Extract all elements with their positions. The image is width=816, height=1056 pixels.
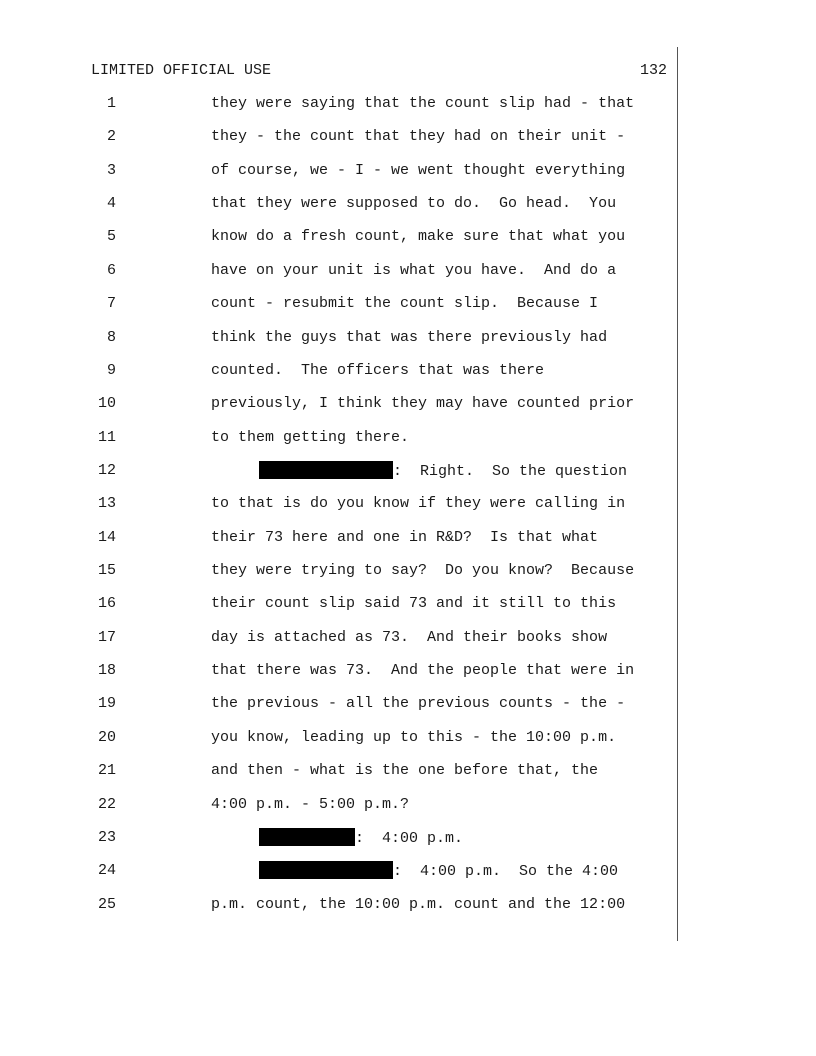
transcript-line — [0, 394, 816, 427]
transcript-line — [0, 628, 816, 661]
line-number: 1 — [106, 95, 116, 112]
line-text: have on your unit is what you have. And do a — [211, 261, 617, 279]
line-number: 17 — [97, 628, 116, 646]
line-number: 18 — [97, 662, 116, 680]
line-number: 15 — [97, 562, 116, 580]
line-number: 19 — [97, 695, 116, 713]
transcript-line — [0, 728, 816, 761]
line-text: to that is do you know if they were calling in — [211, 495, 626, 513]
line-text: day is attached as 73. And their books show — [211, 628, 608, 646]
line-text: of course, we - I - we went thought everything — [211, 161, 626, 179]
redaction-box — [259, 461, 393, 479]
line-text: previously, I think they may have counted prior — [211, 395, 635, 413]
transcript-line — [0, 561, 816, 594]
transcript-lines — [0, 94, 816, 928]
line-number: 7 — [106, 295, 116, 313]
line-number: 3 — [106, 161, 116, 179]
line-text: that they were supposed to do. Go head. You — [211, 195, 617, 213]
line-text: 4:00 p.m. - 5:00 p.m.? — [211, 795, 410, 813]
line-text: they were trying to say? Do you know? Because — [211, 562, 635, 580]
line-number: 8 — [106, 328, 116, 346]
transcript-line — [0, 861, 816, 894]
line-number: 16 — [97, 595, 116, 613]
transcript-line — [0, 194, 816, 227]
transcript-line — [0, 127, 816, 160]
line-number: 22 — [97, 795, 116, 813]
line-text: they - the count that they had on their unit - — [211, 128, 626, 146]
line-number: 9 — [106, 361, 116, 379]
transcript-line — [0, 361, 816, 394]
line-number: 6 — [106, 261, 116, 279]
transcript-line — [0, 227, 816, 260]
speaker-line — [259, 461, 627, 482]
redaction-box — [259, 828, 355, 846]
line-text: know do a fresh count, make sure that what you — [211, 228, 626, 246]
line-text: counted. The officers that was there — [211, 361, 545, 379]
line-text: you know, leading up to this - the 10:00 p.m. — [211, 728, 617, 746]
line-number: 11 — [97, 428, 116, 446]
transcript-line — [0, 494, 816, 527]
transcript-line — [0, 895, 816, 928]
line-text: p.m. count, the 10:00 p.m. count and the 12:00 — [211, 895, 626, 913]
transcript-line — [0, 161, 816, 194]
line-number: 14 — [97, 528, 116, 546]
line-text: the previous - all the previous counts - the - — [211, 695, 626, 713]
line-text: and then - what is the one before that, the — [211, 762, 599, 780]
transcript-line — [0, 328, 816, 361]
line-text: : 4:00 p.m. So the 4:00 — [393, 863, 619, 881]
line-text: : 4:00 p.m. — [355, 829, 464, 847]
line-number: 24 — [97, 862, 116, 880]
transcript-line — [0, 461, 816, 494]
transcript-line — [0, 94, 816, 127]
line-text: : Right. So the question — [393, 462, 628, 480]
line-text: their count slip said 73 and it still to this — [211, 595, 617, 613]
line-number: 21 — [97, 762, 116, 780]
page-number: 132 — [639, 62, 667, 79]
line-text: they were saying that the count slip had - that — [211, 95, 635, 112]
line-number: 12 — [97, 461, 116, 479]
line-text: count - resubmit the count slip. Because I — [211, 295, 599, 313]
line-text: that there was 73. And the people that were in — [211, 662, 635, 680]
line-text: their 73 here and one in R&D? Is that what — [211, 528, 599, 546]
transcript-line — [0, 795, 816, 828]
line-number: 13 — [97, 495, 116, 513]
line-text: to them getting there. — [211, 428, 410, 446]
transcript-line — [0, 828, 816, 861]
line-number: 4 — [106, 195, 116, 213]
speaker-line — [259, 828, 463, 849]
line-number: 20 — [97, 728, 116, 746]
transcript-line — [0, 428, 816, 461]
transcript-line — [0, 294, 816, 327]
line-number: 25 — [97, 895, 116, 913]
line-number: 10 — [97, 395, 116, 413]
transcript-line — [0, 661, 816, 694]
header-label: LIMITED OFFICIAL USE — [91, 62, 272, 79]
transcript-line — [0, 528, 816, 561]
redaction-box — [259, 861, 393, 879]
speaker-line — [259, 861, 618, 882]
transcript-line — [0, 594, 816, 627]
line-text: think the guys that was there previously had — [211, 328, 608, 346]
transcript-line — [0, 761, 816, 794]
line-number: 2 — [106, 128, 116, 146]
line-number: 23 — [97, 828, 116, 846]
transcript-line — [0, 694, 816, 727]
transcript-line — [0, 261, 816, 294]
line-number: 5 — [106, 228, 116, 246]
